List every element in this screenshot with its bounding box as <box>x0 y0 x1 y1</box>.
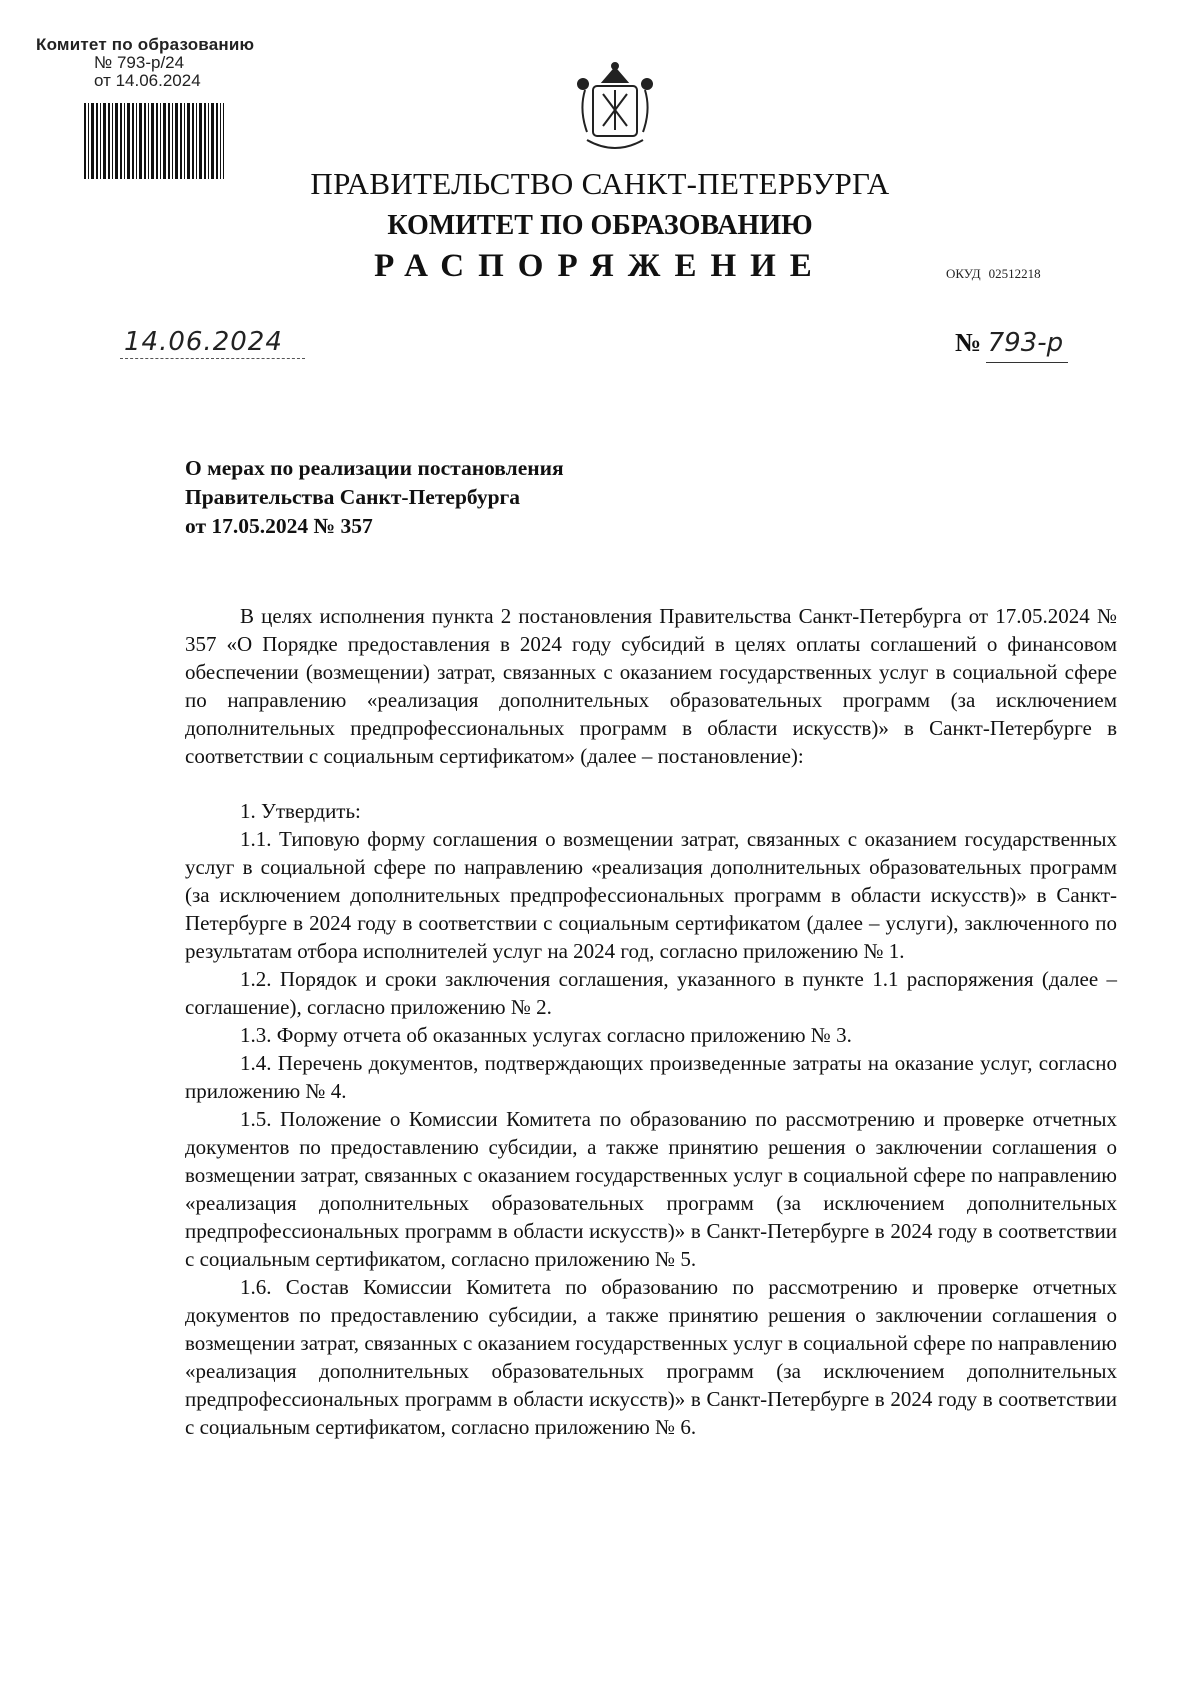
stamp-number: № 793-р/24 <box>94 53 185 72</box>
document-date: 14.06.2024 <box>124 327 283 357</box>
subject-line: О мерах по реализации постановления <box>185 456 564 480</box>
document-number <box>955 328 1063 358</box>
number-value: 793-р <box>987 328 1064 358</box>
registration-stamp <box>36 36 266 90</box>
stamp-date: от 14.06.2024 <box>94 71 201 90</box>
item-1-5: 1.5. Положение о Комиссии Комитета по образованию по рассмотрению и проверке отчетных документов по предоставлению субсидии, а также принятию решения о заключении соглашения о возмещении затрат, связанных с оказанием государственных услуг в социальной сфере по направлению «реализация дополнительных образовательных программ (за исключением дополнительных предпрофессиональных программ в области искусств)» в Санкт-Петербурге в 2024 году в соответствии с социальным сертификатом, согласно приложению № 5. <box>185 1107 1117 1271</box>
document-body <box>185 602 1117 1441</box>
okud-label: ОКУД <box>946 266 981 281</box>
preamble-paragraph: В целях исполнения пункта 2 постановления Правительства Санкт-Петербурга от 17.05.2024 № 357 «О Порядке предоставления в 2024 году субсидий в целях оплаты соглашений о финансовом обеспечении (возмещении) затрат, связанных с оказанием государственных услуг в социальной сфере по направлению «реализация дополнительных образовательных программ (за исключением дополнительных предпрофессиональных программ в области искусств)» в Санкт-Петербурге в соответствии с социальным сертификатом» (далее – постановление): <box>185 604 1117 768</box>
committee-name: КОМИТЕТ ПО ОБРАЗОВАНИЮ <box>387 210 813 241</box>
item-1-1: 1.1. Типовую форму соглашения о возмещении затрат, связанных с оказанием государственных услуг в социальной сфере по направлению «реализация дополнительных образовательных программ (за исключением дополнительных предпрофессиональных программ в области искусств)» в Санкт-Петербурге в 2024 году в соответствии с социальным сертификатом (далее – услуги), заключенного по результатам отбора исполнителей услуг на 2024 год, согласно приложению № 1. <box>185 827 1117 963</box>
number-underline <box>986 362 1068 363</box>
subject-line: от 17.05.2024 № 357 <box>185 514 373 538</box>
item-1-2: 1.2. Порядок и сроки заключения соглашения, указанного в пункте 1.1 распоряжения (далее – соглашение), согласно приложению № 2. <box>185 967 1117 1019</box>
item-1-3: 1.3. Форму отчета об оказанных услугах согласно приложению № 3. <box>240 1023 852 1047</box>
document-subject <box>185 454 564 541</box>
okud-code <box>946 266 1049 282</box>
item-1-6: 1.6. Состав Комиссии Комитета по образованию по рассмотрению и проверке отчетных документов по предоставлению субсидии, а также принятию решения о заключении соглашения о возмещении затрат, связанных с оказанием государственных услуг в социальной сфере по направлению «реализация дополнительных образовательных программ (за исключением дополнительных предпрофессиональных программ в области искусств)» в Санкт-Петербурге в 2024 году в соответствии с социальным сертификатом, согласно приложению № 6. <box>185 1275 1117 1439</box>
date-underline <box>120 358 305 359</box>
number-label: № <box>955 328 982 357</box>
subject-line: Правительства Санкт-Петербурга <box>185 485 521 509</box>
item-1: 1. Утвердить: <box>240 799 361 823</box>
item-1-4: 1.4. Перечень документов, подтверждающих произведенные затраты на оказание услуг, согласно приложению № 4. <box>185 1051 1117 1103</box>
stamp-organization: Комитет по образованию <box>36 35 255 54</box>
coat-of-arms-icon <box>575 60 655 160</box>
document-type: РАСПОРЯЖЕНИЕ <box>374 248 826 284</box>
government-name: ПРАВИТЕЛЬСТВО САНКТ-ПЕТЕРБУРГА <box>310 166 890 201</box>
okud-value: 02512218 <box>988 266 1041 281</box>
